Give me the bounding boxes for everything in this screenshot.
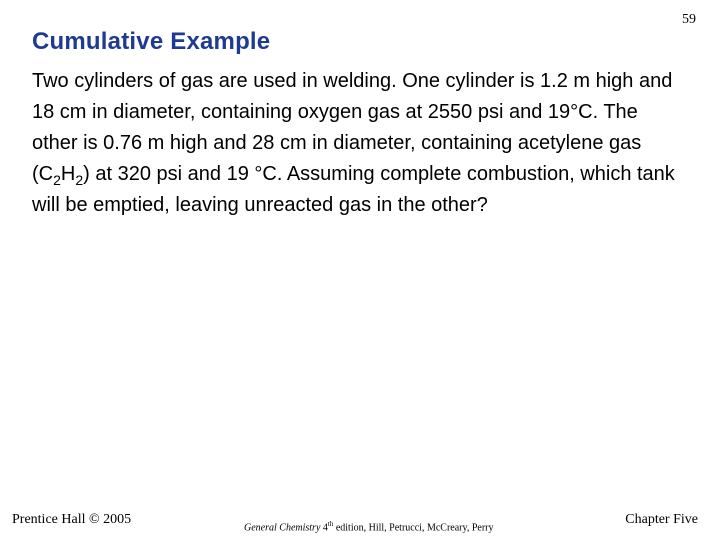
footer-book-title: General Chemistry (244, 522, 321, 534)
footer-citation (244, 520, 494, 533)
footer-authors: edition, Hill, Petrucci, McCreary, Perry (333, 522, 494, 534)
footer-edition-suffix: th (327, 520, 334, 528)
problem-text-part-1: Two cylinders of gas are used in welding. One cylinder is 1.2 m high and 18 cm in diameter, containing oxygen gas at 2550 psi and 19°C. The other is 0.76 m high and 28 cm in diameter, containing acetylene gas (C (32, 70, 673, 185)
footer-edition-number: 4 (322, 522, 328, 534)
problem-text-part-3: ) at 320 psi and 19 °C. Assuming complete combustion, which tank will be emptied, leaving unreacted gas in the other? (32, 163, 675, 216)
footer-copyright: Prentice Hall © 2005 (12, 512, 132, 527)
subscript-c: 2 (53, 172, 61, 188)
problem-text (32, 66, 682, 221)
problem-text-part-2: H (60, 163, 76, 185)
subscript-h: 2 (75, 172, 84, 188)
footer-chapter: Chapter Five (625, 512, 698, 527)
slide-title: Cumulative Example (32, 28, 271, 55)
slide-number: 59 (682, 12, 696, 27)
